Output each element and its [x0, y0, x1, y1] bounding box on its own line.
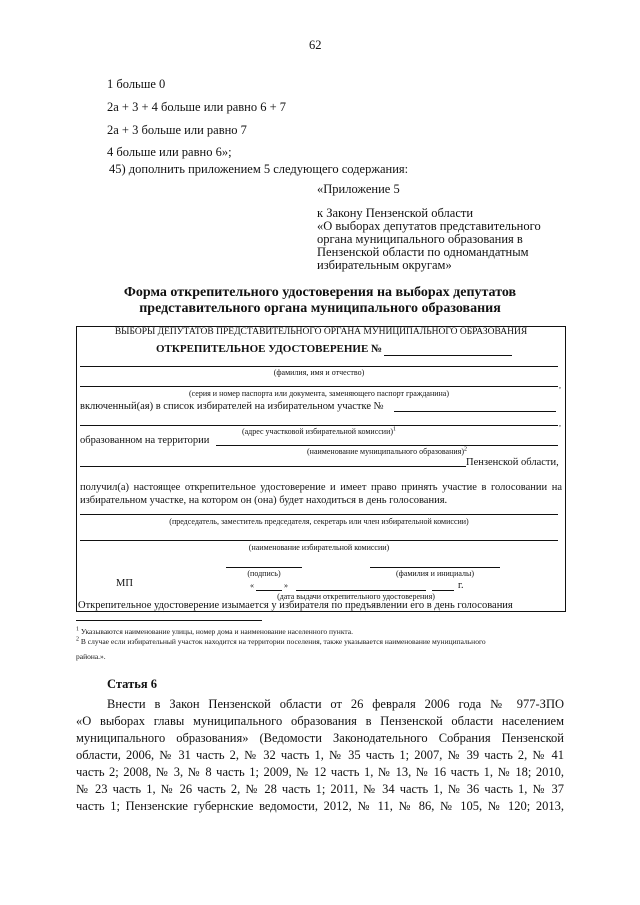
- date-open-quote: «: [250, 581, 254, 590]
- hint-chairman: (председатель, заместитель председателя, секретарь или член избирательной комиссии): [169, 517, 469, 526]
- region-line: [80, 466, 466, 467]
- footnote-separator: [76, 620, 262, 621]
- passport-line: [80, 386, 558, 387]
- polling-station-number-line: [394, 411, 556, 412]
- form-heading-line-1: Форма открепительного удостоверения на выборах депутатов: [123, 285, 517, 300]
- received-line-1: получил(а) настоящее открепительное удостоверение и имеет право принять участие в голосовании на: [80, 482, 562, 493]
- date-close-quote: »: [284, 581, 288, 590]
- territory-label: образованном на территории: [80, 435, 210, 446]
- appendix-line-2: «О выборах депутатов представительного: [317, 219, 541, 233]
- initials-line: [370, 567, 500, 568]
- footnote-1: $^1$ Указываются наименование улицы, номер дома и наименование населенного пункта.: [76, 626, 353, 636]
- appendix-line-4: Пензенской области по одномандатным: [317, 245, 529, 259]
- included-label: включенный(ая) в список избирателей на избирательном участке №: [80, 401, 384, 412]
- article-line-1: Внести в Закон Пензенской области от 26 февраля 2006 года № 977-ЗПО: [107, 697, 564, 711]
- hint-commission-name: (наименование избирательной комиссии): [248, 543, 390, 552]
- hint-initials: (фамилия и инициалы): [395, 569, 475, 578]
- hint-municipality: (наименование муниципального образования)$^2$: [307, 446, 467, 456]
- article-line-2: «О выборах главы муниципального образования в Пензенской области населением: [76, 714, 564, 728]
- seal-mark: МП: [116, 578, 133, 589]
- article-line-4: области, 2006, № 31 часть 2, № 32 часть 1, № 35 часть 1; 2007, № 39 часть 2, № 41: [76, 748, 564, 762]
- footnote-2-line-2: района.».: [76, 652, 106, 661]
- year-suffix: г.: [458, 580, 464, 591]
- intro-line-3: 2а + 3 больше или равно 7: [107, 123, 247, 137]
- date-day-line: [256, 590, 282, 591]
- commission-name-line: [80, 540, 558, 541]
- certificate-number-line: [384, 355, 512, 356]
- received-line-2: избирательном участке, на котором он (она) будет находиться в день голосования.: [80, 495, 448, 506]
- commission-address-line: [80, 425, 558, 426]
- page-number: 62: [309, 38, 322, 52]
- hint-date: (дата выдачи открепительного удостоверения): [277, 592, 435, 601]
- appendix-line-5: избирательным округам»: [317, 258, 452, 272]
- appendix-title: «Приложение 5: [317, 182, 400, 196]
- appendix-line-1: к Закону Пензенской области: [317, 206, 474, 220]
- hint-passport: (серия и номер паспорта или документа, заменяющего паспорт гражданина): [188, 389, 450, 398]
- signature-line: [226, 567, 302, 568]
- intro-line-4: 4 больше или равно 6»;: [107, 145, 232, 159]
- chairman-line: [80, 514, 558, 515]
- form-title: ОТКРЕПИТЕЛЬНОЕ УДОСТОВЕРЕНИЕ №: [156, 343, 383, 355]
- form-heading-line-2: представительного органа муниципального образования: [139, 301, 501, 316]
- date-month-line: [296, 590, 426, 591]
- name-line: [80, 366, 558, 367]
- hint-signature: (подпись): [247, 569, 281, 578]
- region-suffix: Пензенской области,: [466, 457, 559, 468]
- intro-line-2: 2а + 3 + 4 больше или равно 6 + 7: [107, 100, 287, 114]
- article-line-3: муниципального образования» (Ведомости Законодательного Собрания Пензенской: [76, 731, 564, 745]
- footnote-2-line-1: $^2$ В случае если избирательный участок находится на территории поселения, также указывается наименование муниципального: [76, 636, 486, 646]
- article-title: Статья 6: [107, 677, 157, 691]
- form-footer: Открепительное удостоверение изымается у избирателя по предъявлении его в день голосования: [78, 600, 513, 611]
- article-line-7: часть 1; Пензенские губернские ведомости, 2012, № 11, № 86, № 105, № 120; 2013,: [76, 799, 564, 813]
- article-line-5: часть 2; 2008, № 3, № 8 часть 1; 2009, № 12 часть 1, № 13, № 16 часть 1, № 18; 2010,: [76, 765, 564, 779]
- appendix-line-3: органа муниципального образования в: [317, 232, 523, 246]
- territory-line: [216, 445, 558, 446]
- item-45: 45) дополнить приложением 5 следующего содержания:: [109, 162, 409, 176]
- hint-name: (фамилия, имя и отчество): [273, 368, 365, 377]
- form-header: ВЫБОРЫ ДЕПУТАТОВ ПРЕДСТАВИТЕЛЬНОГО ОРГАНА МУНИЦИПАЛЬНОГО ОБРАЗОВАНИЯ: [114, 327, 528, 337]
- intro-line-1: 1 больше 0: [107, 77, 166, 91]
- hint-commission-address: (адрес участковой избирательной комиссии)$^1$: [241, 426, 397, 436]
- date-year-line: [432, 590, 454, 591]
- article-line-6: № 23 часть 1, № 26 часть 2, № 28 часть 1; 2011, № 34 часть 1, № 36 часть 1, № 37: [76, 782, 564, 796]
